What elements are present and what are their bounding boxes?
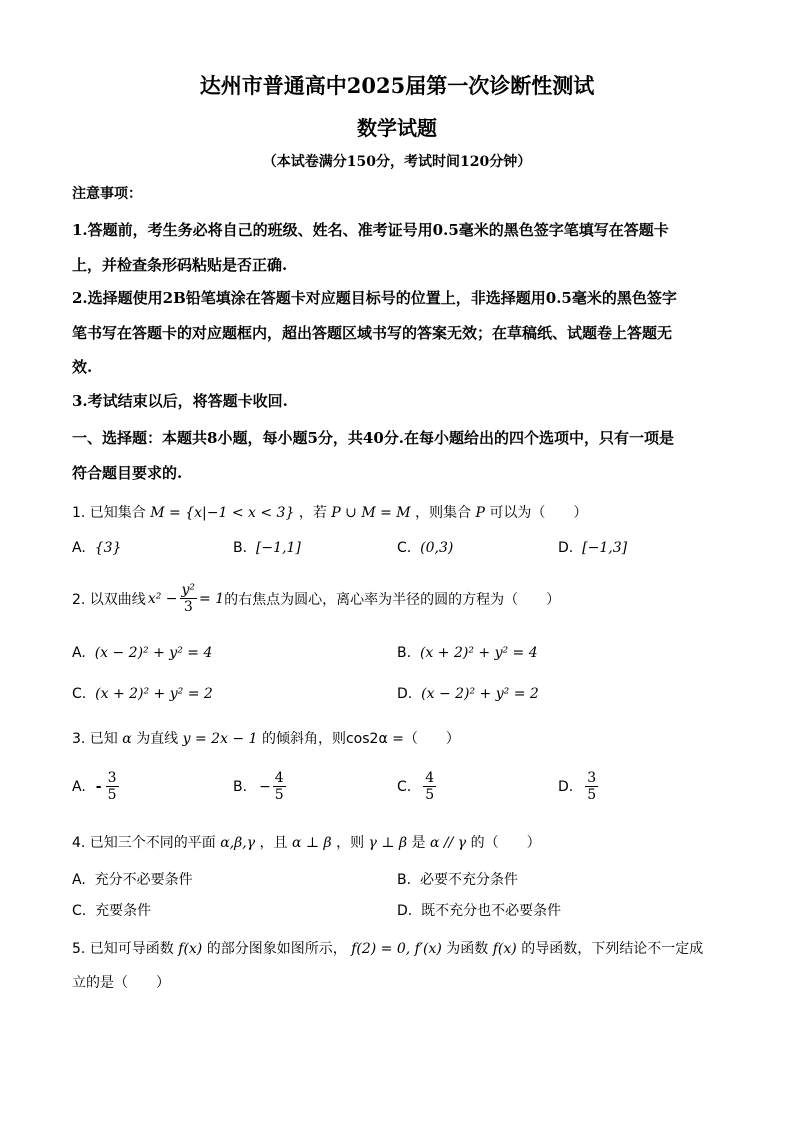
fraction-numerator: 3 bbox=[587, 770, 597, 786]
option-sign: - bbox=[95, 778, 102, 795]
option-value: (x − 2)² + y² = 2 bbox=[421, 686, 539, 702]
note-line-3: 2.选择题使用2B铅笔填涂在答题卡对应题目标号的位置上，非选择题用0.5毫米的黑色签字 bbox=[72, 289, 677, 307]
option-label: C. bbox=[397, 778, 412, 795]
note-line-5: 效. bbox=[72, 358, 93, 376]
q3-alpha: α bbox=[122, 731, 132, 747]
option-label: D. bbox=[558, 778, 574, 795]
section1-line-2: 符合题目要求的. bbox=[72, 464, 183, 482]
fraction-denominator: 5 bbox=[425, 787, 435, 804]
option-label: A. bbox=[72, 540, 86, 556]
option-fraction bbox=[585, 770, 598, 803]
option-label: A. bbox=[72, 645, 86, 661]
option-value: [−1,3] bbox=[582, 540, 628, 556]
option-value: 充分不必要条件 bbox=[94, 872, 193, 888]
note-line-1: 1.答题前，考生务必将自己的班级、姓名、准考证号用0.5毫米的黑色签字笔填写在答题卡 bbox=[72, 221, 669, 239]
q4-option-b bbox=[397, 869, 518, 889]
q3-tail: 的倾斜角，则cos2α =（ ） bbox=[261, 731, 460, 747]
q5-condition: f(2) = 0, f′(x) bbox=[351, 941, 442, 957]
q4-option-c bbox=[72, 900, 151, 920]
q4-cond2: γ ⊥ β bbox=[368, 835, 408, 851]
q1-p: P bbox=[475, 505, 485, 521]
question-3 bbox=[72, 728, 460, 748]
q1-option-a bbox=[72, 540, 121, 556]
q1-condition: P ∪ M = M bbox=[331, 505, 411, 521]
question-1 bbox=[72, 502, 587, 522]
q4-mid3: 是 bbox=[411, 835, 426, 851]
notes-heading: 注意事项： bbox=[72, 186, 142, 202]
option-value: (x + 2)² + y² = 2 bbox=[95, 686, 213, 702]
q1-mid: ，若 bbox=[298, 505, 327, 521]
q3-option-c bbox=[397, 770, 436, 803]
option-label: A. bbox=[72, 778, 86, 795]
option-fraction bbox=[273, 770, 286, 803]
q4-cond1: α ⊥ β bbox=[292, 835, 332, 851]
option-label: B. bbox=[397, 872, 412, 888]
q2-tail: 的右焦点为圆心，离心率为半径的圆的方程为（ ） bbox=[224, 591, 561, 608]
fraction-numerator: y² bbox=[181, 582, 196, 598]
q5-fx: f(x) bbox=[178, 941, 203, 957]
fraction-denominator: 5 bbox=[587, 787, 597, 804]
question-4 bbox=[72, 832, 541, 852]
option-sign: − bbox=[259, 778, 271, 795]
note-line-2: 上，并检查条形码粘贴是否正确. bbox=[72, 256, 288, 274]
fraction-denominator: 3 bbox=[183, 599, 193, 616]
fraction-numerator: 3 bbox=[107, 770, 117, 786]
q1-option-d bbox=[558, 540, 627, 556]
question-5 bbox=[72, 938, 703, 958]
option-value: 充要条件 bbox=[95, 903, 152, 919]
q2-eq: = 1 bbox=[199, 590, 225, 607]
option-label: B. bbox=[233, 540, 248, 556]
q2-x2: x² − bbox=[147, 590, 178, 607]
q4-cond3: α // γ bbox=[429, 835, 467, 851]
q1-tail: ，则集合 bbox=[415, 505, 472, 521]
option-label: C. bbox=[72, 686, 87, 702]
exam-info: （本试卷满分150分，考试时间120分钟） bbox=[262, 154, 532, 170]
q3-option-d bbox=[558, 770, 598, 803]
fraction-numerator: 4 bbox=[425, 770, 435, 786]
q3-mid: 为直线 bbox=[136, 731, 179, 747]
option-label: D. bbox=[397, 686, 413, 702]
q4-option-a bbox=[72, 869, 193, 889]
q2-option-a bbox=[72, 645, 212, 661]
option-value: [−1,1] bbox=[255, 540, 301, 556]
q5-mid3: 的导函数，下列结论不一定成 bbox=[521, 941, 704, 957]
q3-prefix: 3. 已知 bbox=[72, 731, 118, 747]
option-value: {3} bbox=[94, 540, 122, 556]
q3-option-b bbox=[233, 770, 286, 803]
option-fraction bbox=[106, 770, 119, 803]
q1-option-b bbox=[233, 540, 301, 556]
option-value: (x + 2)² + y² = 4 bbox=[419, 645, 538, 661]
option-label: B. bbox=[397, 645, 412, 661]
q2-option-d bbox=[397, 686, 539, 702]
question-2 bbox=[72, 582, 560, 615]
q3-line-eq: y = 2x − 1 bbox=[182, 731, 258, 747]
q5-fx2: f(x) bbox=[492, 941, 517, 957]
section1-line-1: 一、选择题：本题共8小题，每小题5分，共40分.在每小题给出的四个选项中，只有一项是 bbox=[72, 429, 674, 447]
option-value: (0,3) bbox=[420, 540, 454, 556]
q5-mid2: 为函数 bbox=[446, 941, 489, 957]
note-line-6: 3.考试结束以后，将答题卡收回. bbox=[72, 392, 288, 410]
option-value: 必要不充分条件 bbox=[419, 872, 518, 888]
q4-mid1: ，且 bbox=[259, 835, 288, 851]
fraction-numerator: 4 bbox=[274, 770, 284, 786]
option-label: B. bbox=[233, 778, 248, 795]
q3-option-a bbox=[72, 770, 119, 803]
q4-mid2: ，则 bbox=[336, 835, 365, 851]
fraction-denominator: 5 bbox=[274, 787, 284, 804]
q1-end: 可以为（ ） bbox=[489, 505, 588, 521]
option-label: D. bbox=[558, 540, 574, 556]
q4-prefix: 4. 已知三个不同的平面 bbox=[72, 835, 216, 851]
option-label: C. bbox=[72, 903, 87, 919]
q5-line-2: 立的是（ ） bbox=[72, 975, 170, 991]
fraction-denominator: 5 bbox=[107, 787, 117, 804]
q5-prefix: 5. 已知可导函数 bbox=[72, 941, 174, 957]
q1-prefix: 1. 已知集合 bbox=[72, 505, 146, 521]
q1-option-c bbox=[397, 540, 453, 556]
q1-set-m: M = {x|−1 < x < 3} bbox=[150, 505, 295, 521]
option-label: A. bbox=[72, 872, 86, 888]
option-label: D. bbox=[397, 903, 413, 919]
q4-end: 的（ ） bbox=[470, 835, 541, 851]
option-label: C. bbox=[397, 540, 412, 556]
q2-fraction bbox=[180, 582, 198, 615]
q4-planes: α,β,γ bbox=[220, 835, 256, 851]
q2-option-c bbox=[72, 686, 213, 702]
q2-prefix: 2. 以双曲线 bbox=[72, 591, 146, 608]
option-value: 既不充分也不必要条件 bbox=[421, 903, 562, 919]
q2-option-b bbox=[397, 645, 538, 661]
option-fraction bbox=[423, 770, 436, 803]
subject-title: 数学试题 bbox=[357, 116, 437, 140]
q5-mid1: 的部分图象如图所示， bbox=[206, 941, 347, 957]
exam-title: 达州市普通高中2025届第一次诊断性测试 bbox=[199, 73, 595, 98]
option-value: (x − 2)² + y² = 4 bbox=[94, 645, 213, 661]
q4-option-d bbox=[397, 900, 561, 920]
note-line-4: 笔书写在答题卡的对应题框内，超出答题区域书写的答案无效；在草稿纸、试题卷上答题无 bbox=[72, 324, 673, 342]
